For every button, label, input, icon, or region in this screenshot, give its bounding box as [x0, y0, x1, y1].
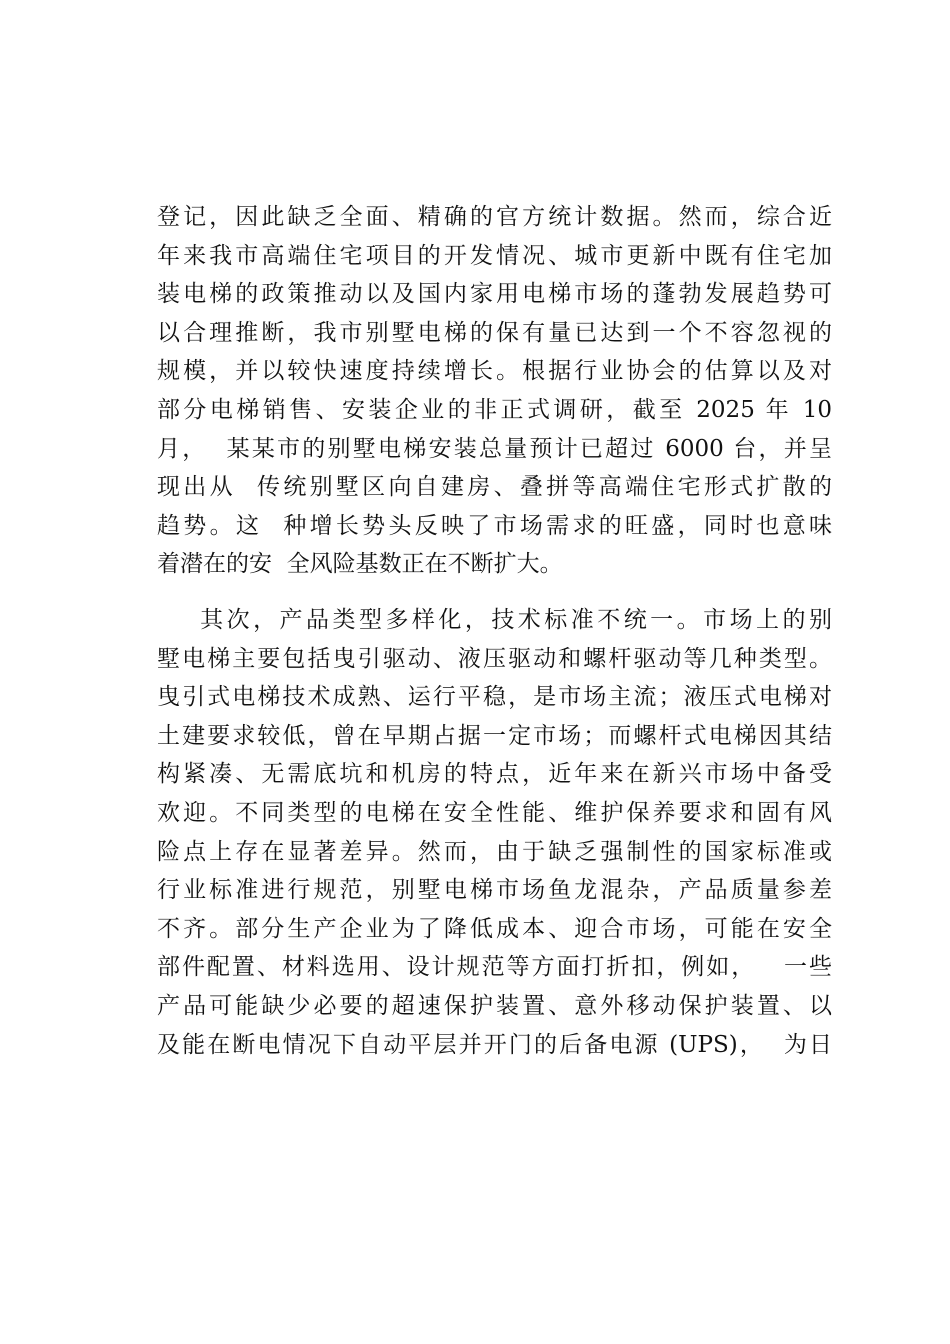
paragraph-line: 土建要求较低，曾在早期占据一定市场；而螺杆式电梯因其结	[157, 722, 832, 749]
paragraph-line: 月， 某某市的别墅电梯安装总量预计已超过 6000 台，并呈	[157, 435, 832, 462]
paragraph-line: 部件配置、材料选用、设计规范等方面打折扣，例如， 一些	[157, 954, 832, 981]
paragraph-line: 登记，因此缺乏全面、精确的官方统计数据。然而，综合近	[157, 204, 832, 230]
paragraph-line: 其次，产品类型多样化，技术标准不统一。市场上的别	[157, 607, 832, 633]
paragraph-line: 现出从 传统别墅区向自建房、叠拼等高端住宅形式扩散的	[157, 474, 832, 501]
paragraph-line: 及能在断电情况下自动平层并开门的后备电源 (UPS)， 为日	[157, 1031, 832, 1058]
paragraph-line: 构紧凑、无需底坑和机房的特点，近年来在新兴市场中备受	[157, 761, 832, 788]
paragraph-line: 墅电梯主要包括曳引驱动、液压驱动和螺杆驱动等几种类型。	[157, 645, 832, 672]
paragraph-1	[157, 198, 832, 584]
paragraph-line: 不齐。部分生产企业为了降低成本、迎合市场，可能在安全	[157, 915, 832, 942]
paragraph-line: 产品可能缺少必要的超速保护装置、意外移动保护装置、以	[157, 992, 832, 1019]
paragraph-line: 曳引式电梯技术成熟、运行平稳，是市场主流；液压式电梯对	[157, 684, 832, 711]
paragraph-line: 部分电梯销售、安装企业的非正式调研，截至 2025 年 10	[157, 396, 832, 423]
paragraph-line: 规模，并以较快速度持续增长。根据行业协会的估算以及对	[157, 358, 832, 385]
paragraph-line: 以合理推断，我市别墅电梯的保有量已达到一个不容忽视的	[157, 319, 832, 346]
paragraph-line: 年来我市高端住宅项目的开发情况、城市更新中既有住宅加	[157, 242, 832, 269]
paragraph-line: 着潜在的安 全风险基数正在不断扩大。	[157, 551, 563, 578]
paragraph-2	[157, 601, 832, 1064]
paragraph-line: 行业标准进行规范，别墅电梯市场鱼龙混杂，产品质量参差	[157, 877, 832, 904]
paragraph-line: 欢迎。不同类型的电梯在安全性能、维护保养要求和固有风	[157, 799, 832, 826]
paragraph-line: 险点上存在显著差异。然而，由于缺乏强制性的国家标准或	[157, 838, 832, 865]
paragraph-line: 装电梯的政策推动以及国内家用电梯市场的蓬勃发展趋势可	[157, 281, 832, 308]
paragraph-line: 趋势。这 种增长势头反映了市场需求的旺盛，同时也意味	[157, 512, 832, 539]
